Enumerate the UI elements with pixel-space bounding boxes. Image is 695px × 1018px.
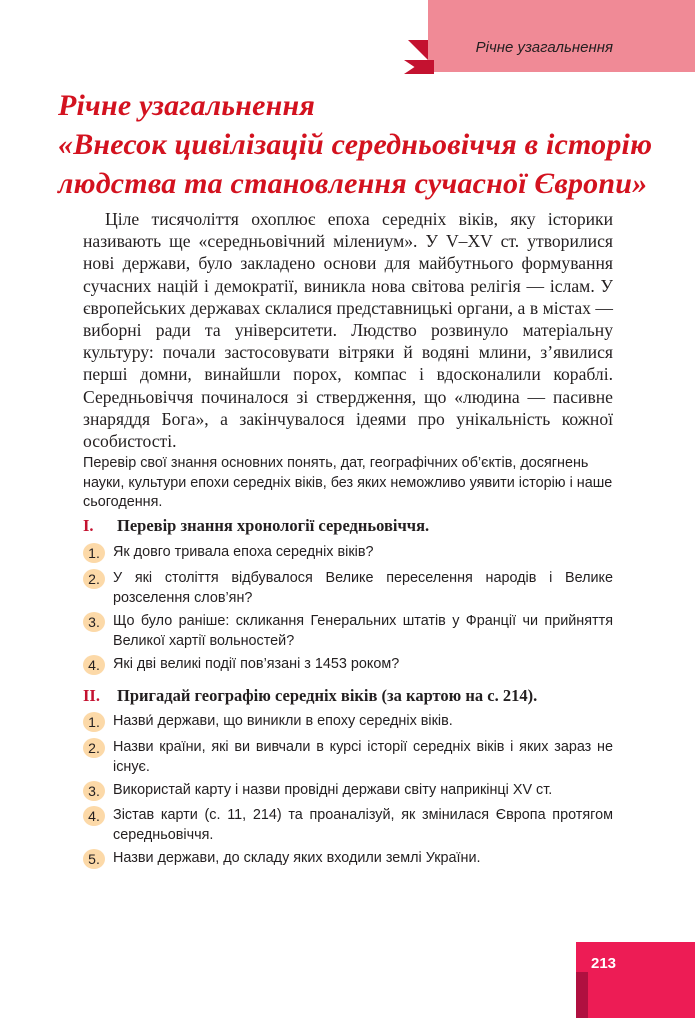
list-item-text: Назви держави, до складу яких входили землі України. <box>113 850 481 866</box>
list-item <box>83 849 613 869</box>
number-badge: 4. <box>83 806 105 826</box>
section-heading-2 <box>83 686 537 706</box>
list-item <box>83 655 613 675</box>
page-number-tab <box>576 942 695 1018</box>
number-badge: 1. <box>83 543 105 563</box>
number-badge: 3. <box>83 612 105 632</box>
number-badge: 1. <box>83 712 105 732</box>
number-badge: 2. <box>83 569 105 589</box>
list-item <box>83 712 613 732</box>
header-banner <box>428 0 695 72</box>
section-label: Річне узагальнення <box>475 39 613 56</box>
section-numeral: I. <box>83 516 94 535</box>
list-item <box>83 781 613 801</box>
section-heading-text: Пригадай географію середніх віків (за картою на с. 214). <box>117 686 538 705</box>
number-badge: 2. <box>83 738 105 758</box>
list-item <box>83 738 613 777</box>
list-item-text: Використай карту і назви провідні держави світу наприкінці XV ст. <box>113 782 553 798</box>
list-item-text: Назви́ держави, що виникли в епоху середніх віків. <box>113 713 453 729</box>
list-item <box>83 612 613 651</box>
number-badge: 4. <box>83 655 105 675</box>
number-badge: 3. <box>83 781 105 801</box>
list-item-text: Що було раніше: скликання Генеральних штатів у Франції чи прийняття Великої хартії вольностей? <box>113 613 613 649</box>
section-numeral: II. <box>83 686 100 705</box>
list-item-text: Назви країни, які ви вивчали в курсі історії середніх віків і яких зараз не існує. <box>113 739 613 775</box>
banner-fold <box>408 40 428 60</box>
number-badge: 5. <box>83 849 105 869</box>
list-item-text: Як довго тривала епоха середніх віків? <box>113 544 374 560</box>
page-number-tab-shadow <box>576 972 588 1018</box>
page-title <box>58 86 653 203</box>
list-item <box>83 569 613 608</box>
title-line-3: людства та становлення сучасної Європи» <box>58 167 648 200</box>
section-heading-text: Перевір знання хронології середньовіччя. <box>117 516 430 535</box>
title-line-2: «Внесок цивілізацій середньовіччя в історію <box>58 128 653 161</box>
title-line-1: Річне узагальнення <box>58 89 316 122</box>
list-item-text: Які дві великі події пов’язані з 1453 роком? <box>113 656 400 672</box>
list-item-text: У які століття відбувалося Велике переселення народів і Велике розселення слов’ян? <box>113 570 613 606</box>
section-heading-1 <box>83 516 429 536</box>
banner-ribbon-tail <box>404 60 434 74</box>
list-item <box>83 806 613 845</box>
page-number: 213 <box>591 955 617 972</box>
list-item-text: Зістав карти (с. 11, 214) та проаналізуй, як змінилася Європа протягом середньовіччя. <box>113 807 613 843</box>
list-item <box>83 543 613 563</box>
lead-paragraph: Перевір свої знання основних понять, дат, географічних об’єктів, досягнень науки, культури епохи середніх віків, без яких неможливо уявити історію і наше сьогодення. <box>83 455 613 510</box>
intro-paragraph: Ціле тисячоліття охоплює епоха середніх віків, яку історики називають ще «середньовічний мілениум». У V–XV ст. утворилися нові держави, було закладено основи для майбутнього формування сучасних націй і демократії, виникла нова світова релігія — іслам. У європейських державах склалися представницькі органи, а в містах — виборні ради та університети. Людство розвинуло матеріальну культуру: почали застосовувати вітряки й водяні млини, з’явилися перші домни, винайшли порох, компас і вдосконалили кораблі. Середньовіччя починалося зі ствердження, що «людина — пасивне знаряддя Бога», а закінчувалося ідеями про унікальність кожної особистості. <box>83 209 613 452</box>
